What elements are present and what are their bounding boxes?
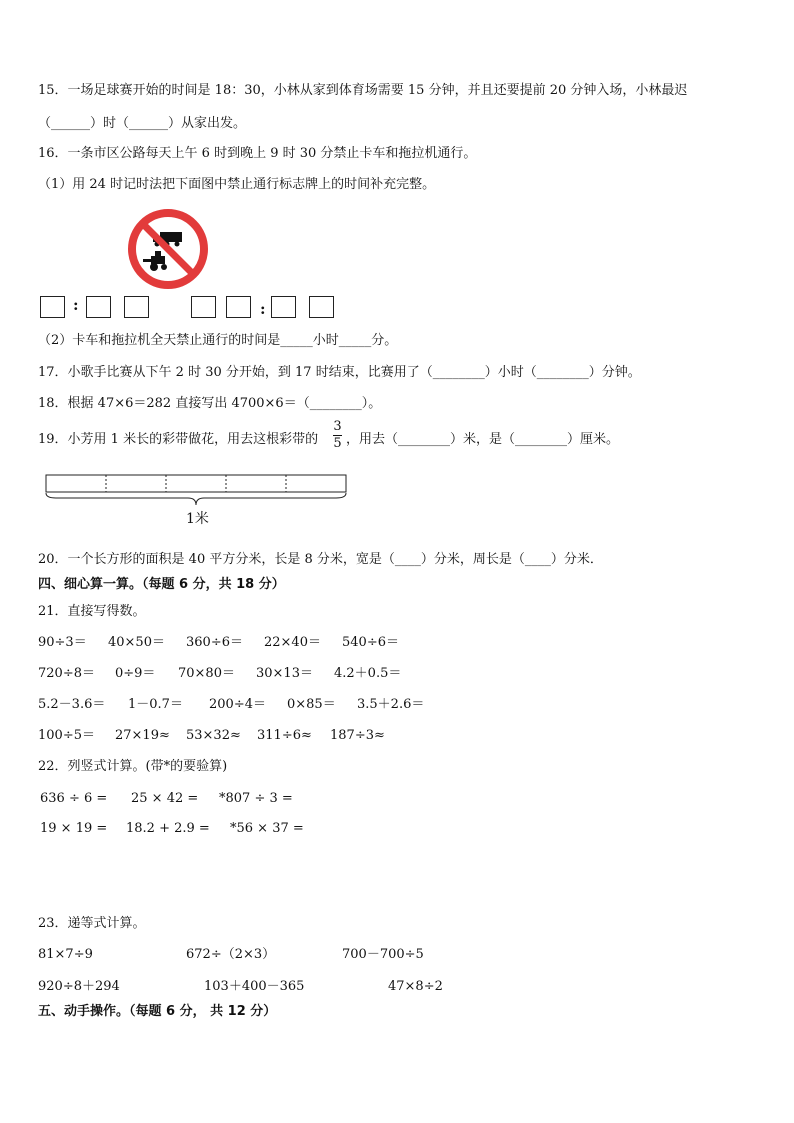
mental-calc-item: 53×32≈ bbox=[186, 728, 241, 743]
mental-calc-item: 311÷6≈ bbox=[257, 728, 312, 743]
q23-title: 23．递等式计算。 bbox=[38, 916, 146, 931]
time-box-start-min-1[interactable] bbox=[86, 296, 111, 318]
time-box-start-min-2[interactable] bbox=[124, 296, 149, 318]
mental-calc-item: 5.2－3.6＝ bbox=[38, 697, 106, 712]
q21-title: 21．直接写得数。 bbox=[38, 604, 146, 619]
mental-calc-item: 40×50＝ bbox=[108, 635, 165, 650]
stepwise-calc-item: 81×7÷9 bbox=[38, 947, 93, 962]
q20-text: 20．一个长方形的面积是 40 平方分米，长是 8 分米，宽是（____）分米，周长是（____）分米． bbox=[38, 552, 603, 567]
vertical-calc-item: *807 ÷ 3 = bbox=[219, 791, 293, 806]
time-box-end-hour-1[interactable] bbox=[191, 296, 216, 318]
q16-part2: （2）卡车和拖拉机全天禁止通行的时间是_____小时_____分。 bbox=[38, 333, 398, 348]
stepwise-calc-item: 672÷（2×3） bbox=[186, 947, 276, 962]
mental-calc-item: 3.5＋2.6＝ bbox=[357, 697, 425, 712]
vertical-calc-item: 25 × 42 = bbox=[131, 791, 199, 806]
q22-title: 22．列竖式计算。(带*的要验算) bbox=[38, 759, 228, 774]
time-box-start-hour[interactable] bbox=[40, 296, 65, 318]
vertical-calc-item: *56 × 37 = bbox=[230, 821, 304, 836]
time-box-end-min-2[interactable] bbox=[309, 296, 334, 318]
q19-text-before: 19．小芳用 1 米长的彩带做花，用去这根彩带的 bbox=[38, 432, 319, 447]
no-truck-sign-icon bbox=[127, 208, 209, 290]
mental-calc-item: 187÷3≈ bbox=[330, 728, 385, 743]
mental-calc-item: 360÷6＝ bbox=[186, 635, 243, 650]
stepwise-calc-item: 103＋400－365 bbox=[204, 979, 305, 994]
section-5-title: 五、动手操作。（每题 6 分， 共 12 分） bbox=[38, 1004, 277, 1019]
q18-text: 18．根据 47×6＝282 直接写出 4700×6＝（________）。 bbox=[38, 396, 382, 411]
mental-calc-item: 30×13＝ bbox=[256, 666, 313, 681]
vertical-calc-item: 18.2 + 2.9 = bbox=[126, 821, 210, 836]
mental-calc-item: 90÷3＝ bbox=[38, 635, 87, 650]
mental-calc-item: 0×85＝ bbox=[287, 697, 336, 712]
fraction-denominator: 5 bbox=[333, 436, 342, 451]
fraction-numerator: 3 bbox=[333, 419, 342, 434]
q15-line1: 15．一场足球赛开始的时间是 18：30，小林从家到体育场需要 15 分钟，并且还要提前 20 分钟入场，小林最迟 bbox=[38, 83, 688, 98]
q16-stem: 16．一条市区公路每天上午 6 时到晚上 9 时 30 分禁止卡车和拖拉机通行。 bbox=[38, 146, 477, 161]
vertical-calc-item: 19 × 19 = bbox=[40, 821, 108, 836]
time-box-end-hour-2[interactable] bbox=[226, 296, 251, 318]
mental-calc-item: 200÷4＝ bbox=[209, 697, 266, 712]
stepwise-calc-item: 47×8÷2 bbox=[388, 979, 443, 994]
mental-calc-item: 22×40＝ bbox=[264, 635, 321, 650]
mental-calc-item: 0÷9＝ bbox=[115, 666, 156, 681]
ruler-label: 1米 bbox=[186, 511, 209, 527]
mental-calc-item: 540÷6＝ bbox=[342, 635, 399, 650]
q15-line2: （______）时（______）从家出发。 bbox=[38, 116, 247, 131]
time-colon: : bbox=[73, 296, 79, 314]
stepwise-calc-item: 700－700÷5 bbox=[342, 947, 424, 962]
mental-calc-item: 70×80＝ bbox=[178, 666, 235, 681]
section-4-title: 四、细心算一算。（每题 6 分，共 18 分） bbox=[38, 577, 285, 592]
q16-part1: （1）用 24 时记时法把下面图中禁止通行标志牌上的时间补充完整。 bbox=[38, 177, 436, 192]
mental-calc-item: 4.2＋0.5＝ bbox=[334, 666, 402, 681]
mental-calc-item: 100÷5＝ bbox=[38, 728, 95, 743]
ribbon-ruler-diagram bbox=[42, 472, 350, 512]
fraction-three-fifths bbox=[333, 420, 342, 451]
time-colon: : bbox=[260, 300, 266, 318]
mental-calc-item: 720÷8＝ bbox=[38, 666, 95, 681]
q19-text-after: ，用去（________）米，是（________）厘米。 bbox=[346, 432, 620, 447]
mental-calc-item: 27×19≈ bbox=[115, 728, 170, 743]
mental-calc-item: 1－0.7＝ bbox=[128, 697, 183, 712]
stepwise-calc-item: 920÷8＋294 bbox=[38, 979, 120, 994]
time-box-end-min-1[interactable] bbox=[271, 296, 296, 318]
vertical-calc-item: 636 ÷ 6 = bbox=[40, 791, 108, 806]
q17-text: 17．小歌手比赛从下午 2 时 30 分开始，到 17 时结束，比赛用了（________）小时（________）分钟。 bbox=[38, 365, 641, 380]
